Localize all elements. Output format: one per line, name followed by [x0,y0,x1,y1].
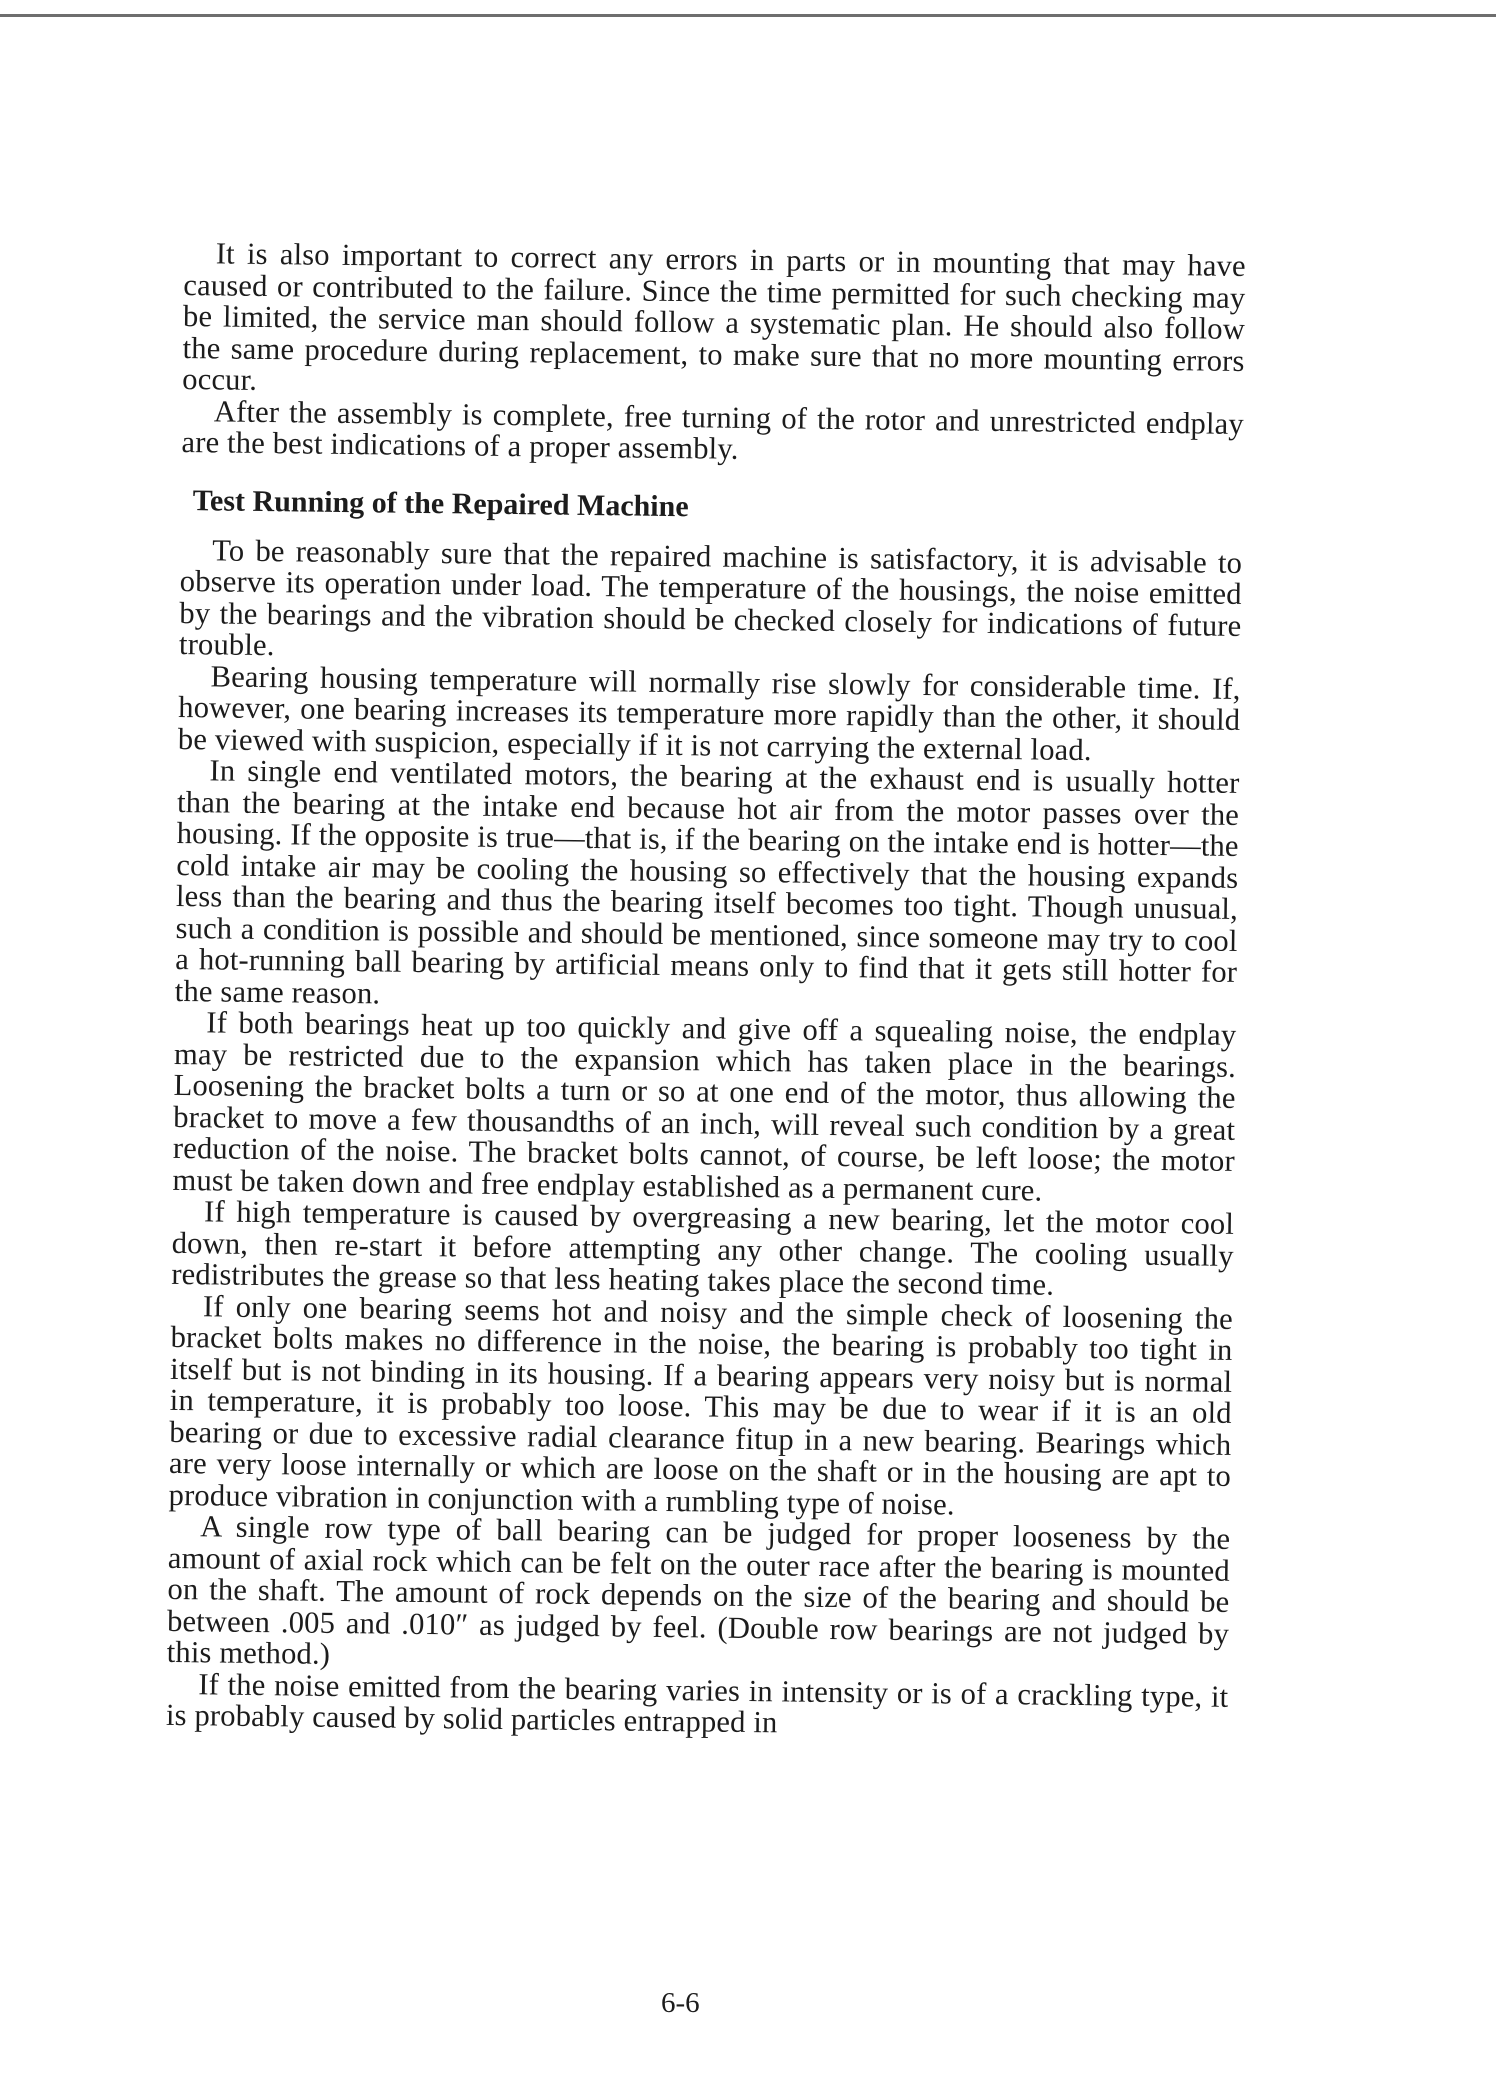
body-paragraph: To be reasonably sure that the repaired machine is satisfactory, it is advisable to observe its operation under load. The temperature of the housings, the noise emitted by the bearings and the vibration should be checked closely for indications of future trouble. [178,532,1243,663]
body-paragraph: It is also important to correct any errors in parts or in mounting that may have caused or contributed to the failure. Since the time permitted for such checking may be limited, the service man should follow a systematic plan. He should also follow the same procedure during replacement, to make sure that no more mounting errors occur. [182,236,1246,397]
page-number: 6-6 [661,1987,700,2019]
body-paragraph: If only one bearing seems hot and noisy and the simple check of loosening the bracket bolts makes no difference in the noise, the bearing is probably too tight in itself but is not binding in its housing. If a bearing appears very noisy but is normal in temperature, it is probably too loose. This may be due to wear if it is an old bearing or due to excessive radial clearance fitup in a new bearing. Bearings which are very loose internally or which are loose on the shaft or in the housing are apt to produce vibration in conjunction with a rumbling type of noise. [168,1288,1234,1522]
body-paragraph: After the assembly is complete, free turning of the rotor and unrestricted endplay are the best indications of a proper assembly. [181,393,1245,466]
body-paragraph: In single end ventilated motors, the bearing at the exhaust end is usually hotter than the bearing at the intake end because hot air from the motor passes over the housing. If the opposite is true—that is, if the bearing on the intake end is hotter—the cold intake air may be cooling the housing so effectively that the housing expands less than the bearing and thus the bearing itself becomes too tight. Though unusual, such a condition is possible and should be mentioned, since someone may try to cool a hot-running ball bearing by artificial means only to find that it gets still hotter for the same reason. [174,753,1240,1010]
body-paragraph: A single row type of ball bearing can be judged for proper looseness by the amount of axial rock which can be felt on the outer race after the bearing is mounted on the shaft. The amount of rock depends on the size of the bearing and should be between .005 and .010″ as judged by feel. (Double row bearings are not judged by this method.) [166,1509,1231,1671]
page-top-border [0,14,1496,17]
section-heading: Test Running of the Repaired Machine [192,483,689,523]
body-paragraph: If the noise emitted from the bearing varies in intensity or is of a crackling type, it is probably caused by solid particles entrapped in [165,1666,1229,1740]
body-paragraph: Bearing housing temperature will normally rise slowly for considerable time. If, however, one bearing increases its temperature more rapidly than the other, it should be viewed with suspicion, especially if it is not carrying the external load. [177,658,1241,767]
body-paragraph: If high temperature is caused by overgreasing a new bearing, let the motor cool down, then re-start it before attempting any other change. The cooling usually redistributes the grease so that less heating takes place the second time. [171,1194,1235,1302]
page-body [166,238,1246,1744]
body-paragraph: If both bearings heat up too quickly and give off a squealing noise, the endplay may be restricted due to the expansion which has taken place in the bearings. Loosening the bracket bolts a turn or so at one end of the motor, thus allowing the bracket to move a few thousandths of an inch, will reveal such condition by a great reduction of the noise. The bracket bolts cannot, of course, be left loose; the motor must be taken down and free endplay established as a permanent cure. [172,1005,1237,1208]
